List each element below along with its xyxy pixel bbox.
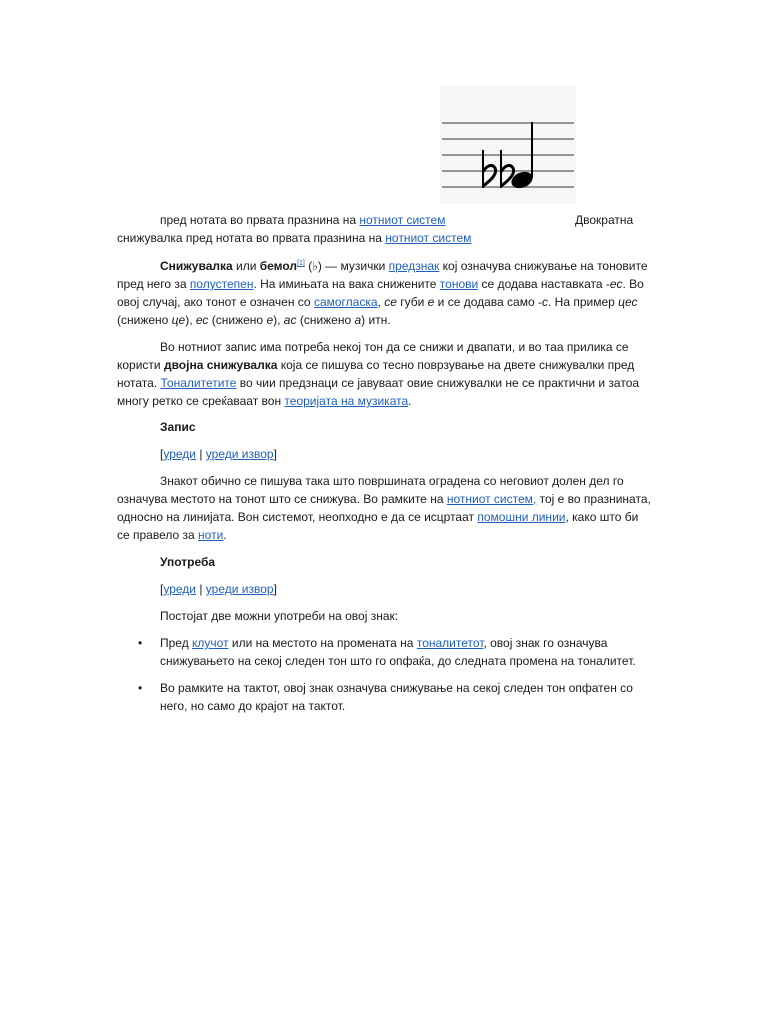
term-snizhuvalka: Снижувалка — [160, 259, 233, 273]
intro-paragraph: Снижувалка или бемол[1] (♭) — музички предзнак кој означува снижување на тоновите пред него за полустепен. На имињата на вака снижените тонови се додава наставката -ес. Во овој случај, ако тонот е означен со самогласка, се губи е и се додава само -с. На пример цес (снижено це), ес (снижено е), ас (снижено а) итн. — [117, 259, 648, 327]
link-teorijata-na-muzikata[interactable]: теоријата на музиката — [284, 394, 409, 408]
section-heading-upotreba: Употреба — [160, 555, 216, 569]
link-tonovi[interactable]: тонови — [439, 277, 479, 291]
link-tonalitetite[interactable]: Тоналитетите — [160, 376, 237, 390]
edit-source-link[interactable]: уреди извор — [205, 447, 274, 461]
section-heading-zapis: Запис — [160, 420, 196, 434]
link-samoglaska[interactable]: самогласка — [313, 295, 378, 309]
edit-links-upotreba: [уреди | уреди извор] — [160, 582, 277, 596]
link-klucot[interactable]: клучот — [192, 636, 229, 650]
figure-caption-continued: снижувалка пред нотата во првата празнина на нотниот систем — [117, 231, 472, 245]
bullet-icon: • — [138, 681, 143, 695]
link-predznak[interactable]: предзнак — [388, 259, 440, 273]
list-item: • Пред клучот или на местото на промената на тоналитетот, овој знак го означува снижувањето на секој следен тон што го опфаќа, до следната промена на тоналитет. — [138, 636, 636, 668]
bullet-icon: • — [138, 636, 143, 650]
link-notniot-sistem-2[interactable]: нотниот систем — [385, 231, 472, 245]
link-noti[interactable]: ноти — [198, 528, 224, 542]
double-flat-figure — [440, 86, 576, 204]
double-flat-paragraph: Во нотниот запис има потреба некој тон да се снижи и двапати, и во таа прилика се користи двојна снижувалка која се пишува со тесно поврзување на двете снижувалки пред нотата. Тоналитетите во чии предзнаци се јавуваат овие снижувалки не се практични и затоа многу ретко се среќаваат вон теоријата на музиката. — [117, 340, 640, 408]
reference-link[interactable]: [1] — [297, 260, 305, 267]
link-tonalitetot[interactable]: тоналитетот — [416, 636, 484, 650]
link-notniot-sistem[interactable]: нотниот систем — [359, 213, 446, 227]
staff-notation-image — [440, 86, 576, 204]
link-pomoshni-linii[interactable]: помошни линии — [477, 510, 566, 524]
usage-list — [117, 634, 653, 724]
zapis-paragraph: Знакот обично се пишува така што површината оградена со неговиот долен дел го означува местото на тонот што се снижува. Во рамките на нотниот систем, тој е во празнината, односно на линијата. Вон системот, неопходно е да се исцртаат помошни линии, како што би се правело за ноти. — [117, 474, 651, 542]
term-bemol: бемол — [259, 259, 298, 273]
edit-source-link-2[interactable]: уреди извор — [205, 582, 274, 596]
term-dvojna-snizhuvalka: двојна снижувалка — [163, 358, 278, 372]
link-polustepen[interactable]: полустепен — [189, 277, 254, 291]
edit-link-2[interactable]: уреди — [163, 582, 196, 596]
figure-caption-left: пред нотата во првата празнина на нотниот систем — [160, 213, 446, 227]
list-item: • Во рамките на тактот, овој знак означува снижување на секој следен тон опфатен со него, но само до крајот на тактот. — [138, 681, 633, 713]
link-notniot-sistem-3[interactable]: нотниот систем, — [446, 492, 537, 506]
upotreba-intro: Постојат две можни употреби на овој знак: — [160, 609, 399, 623]
edit-links-zapis: [уреди | уреди извор] — [160, 447, 277, 461]
edit-link[interactable]: уреди — [163, 447, 196, 461]
figure-caption-right: Двократна — [575, 213, 634, 227]
